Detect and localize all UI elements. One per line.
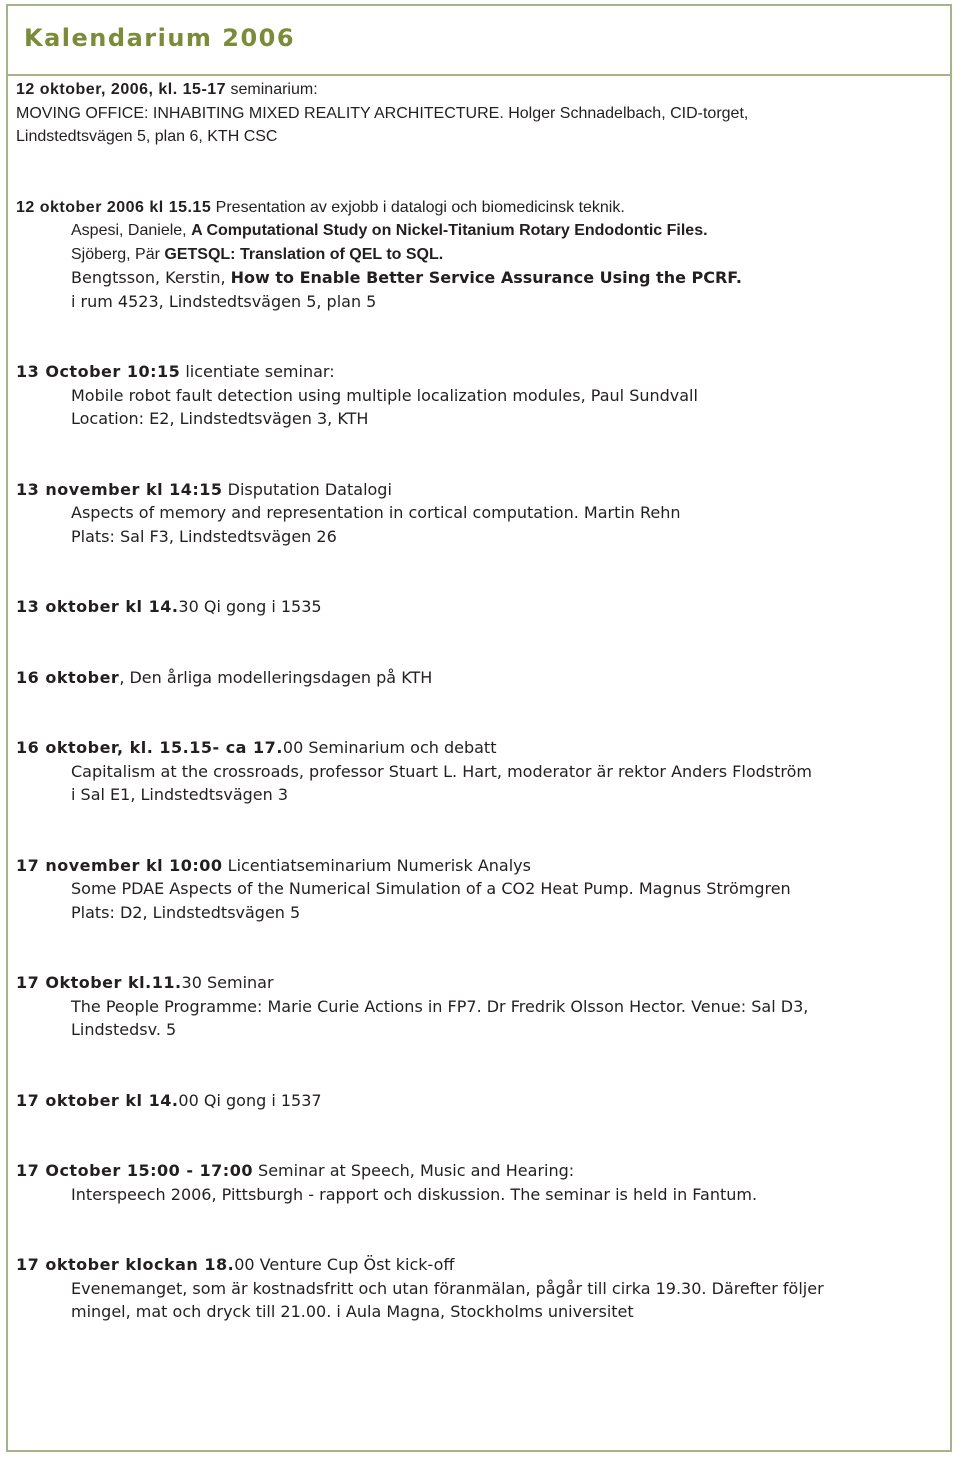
event-date: 16 oktober: [16, 667, 120, 687]
event-type: seminarium:: [226, 81, 318, 98]
event-header: [16, 478, 926, 502]
event-date: 12 oktober, 2006, kl. 15-17: [16, 81, 227, 98]
presentation-item: [16, 243, 926, 267]
event-type: 30 Seminar: [181, 973, 274, 992]
event-date: 17 oktober kl 14.: [16, 1090, 179, 1110]
event-item: [16, 478, 926, 549]
event-item: [16, 736, 926, 807]
presentation-item: [16, 266, 926, 290]
event-type: Presentation av exjobb i datalogi och biomedicinsk teknik.: [211, 198, 625, 216]
event-header: [16, 78, 926, 102]
event-item: [16, 1253, 926, 1324]
event-location: Location: E2, Lindstedtsvägen 3, KTH: [71, 409, 369, 428]
event-detail: Evenemanget, som är kostnadsfritt och utan föranmälan, pågår till cirka 19.30. Därefter följer: [71, 1278, 824, 1298]
event-item: [16, 854, 926, 925]
event-date: 13 november kl 14:15: [16, 479, 223, 499]
event-type: 00 Seminarium och debatt: [282, 738, 497, 757]
event-date: 17 oktober klockan 18.: [16, 1255, 235, 1274]
event-location: i rum 4523, Lindstedtsvägen 5, plan 5: [71, 291, 377, 311]
event-date: 13 oktober kl 14.: [16, 597, 179, 616]
event-header: [16, 854, 926, 878]
event-list: [16, 78, 926, 1371]
event-location: Plats: D2, Lindstedtsvägen 5: [71, 902, 301, 922]
event-detail: mingel, mat och dryck till 21.00. i Aula Magna, Stockholms universitet: [71, 1302, 634, 1321]
event-detail: Some PDAE Aspects of the Numerical Simulation of a CO2 Heat Pump. Magnus Strömgren: [71, 879, 791, 898]
event-date: 17 Oktober kl.11.: [16, 973, 182, 992]
event-date: 17 October 15:00 - 17:00: [16, 1161, 253, 1180]
event-header: [16, 196, 926, 220]
presentation-title: GETSQL: Translation of QEL to SQL.: [164, 245, 444, 263]
event-header: [16, 1159, 926, 1183]
event-location: Lindstedsv. 5: [71, 1020, 177, 1039]
event-date: 13 October 10:15: [16, 362, 181, 381]
event-detail: Mobile robot fault detection using multiple localization modules, Paul Sundvall: [71, 385, 698, 405]
event-type: 30 Qi gong i 1535: [178, 597, 322, 616]
event-date: 17 november kl 10:00: [16, 855, 223, 875]
page-title: Kalendarium 2006: [24, 24, 296, 52]
title-bar: [8, 6, 950, 76]
event-detail: Capitalism at the crossroads, professor Stuart L. Hart, moderator är rektor Anders Flodström: [71, 761, 812, 781]
event-item: [16, 1089, 926, 1113]
event-detail: Interspeech 2006, Pittsburgh - rapport och diskussion. The seminar is held in Fantum.: [71, 1184, 758, 1204]
event-item: [16, 78, 926, 149]
event-item: [16, 595, 926, 619]
presentation-title: A Computational Study on Nickel-Titanium Rotary Endodontic Files.: [191, 222, 708, 239]
event-date: 16 oktober, kl. 15.15- ca 17.: [16, 738, 283, 757]
event-location: i Sal E1, Lindstedtsvägen 3: [71, 785, 289, 804]
presenter-name: Sjöberg, Pär: [71, 245, 165, 263]
event-item: [16, 971, 926, 1042]
event-header: [16, 666, 926, 690]
presentation-item: [16, 219, 926, 243]
event-location: Lindstedtsvägen 5, plan 6, KTH CSC: [16, 128, 278, 145]
event-type: , Den årliga modelleringsdagen på KTH: [119, 667, 433, 687]
event-date: 12 oktober 2006 kl 15.15: [16, 198, 212, 216]
event-detail: MOVING OFFICE: INHABITING MIXED REALITY ARCHITECTURE. Holger Schnadelbach, CID-torget,: [16, 104, 749, 122]
presenter-name: Bengtsson, Kerstin,: [71, 268, 231, 287]
event-location: Plats: Sal F3, Lindstedtsvägen 26: [71, 526, 337, 546]
event-detail: Aspects of memory and representation in cortical computation. Martin Rehn: [71, 503, 681, 522]
event-item: [16, 196, 926, 314]
event-header: [16, 736, 926, 760]
event-item: [16, 1159, 926, 1206]
event-type: 00 Qi gong i 1537: [178, 1090, 322, 1110]
event-detail: The People Programme: Marie Curie Actions in FP7. Dr Fredrik Olsson Hector. Venue: Sal D3,: [71, 996, 809, 1016]
event-type: Disputation Datalogi: [222, 479, 392, 499]
event-header: [16, 595, 926, 619]
event-item: [16, 666, 926, 690]
event-type: 00 Venture Cup Öst kick-off: [234, 1255, 455, 1274]
event-type: Seminar at Speech, Music and Hearing:: [252, 1161, 575, 1180]
event-header: [16, 1089, 926, 1113]
event-header: [16, 360, 926, 384]
presenter-name: Aspesi, Daniele,: [71, 222, 192, 239]
event-type: licentiate seminar:: [180, 362, 335, 381]
event-header: [16, 1253, 926, 1277]
event-item: [16, 360, 926, 431]
presentation-title: How to Enable Better Service Assurance Using the PCRF.: [230, 268, 742, 287]
event-type: Licentiatseminarium Numerisk Analys: [222, 855, 531, 875]
event-header: [16, 971, 926, 995]
